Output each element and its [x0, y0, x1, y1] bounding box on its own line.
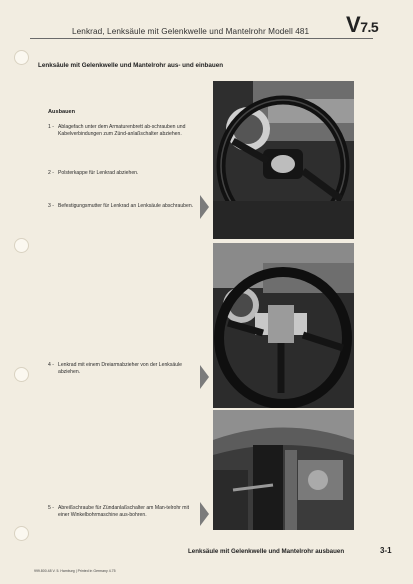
photo-under-dash-icon	[213, 410, 354, 530]
step-text: Ablagefach unter dem Armaturenbrett ab-schrauben und Kabelverbindungen zum Zünd-anlaßschalter abziehen.	[58, 124, 186, 138]
step-text: Lenkrad mit einem Dreiarmabzieher von der Lenksäule abziehen.	[58, 362, 183, 376]
step-pointer-arrow-icon	[200, 502, 209, 526]
step-number: 2 -	[48, 170, 54, 176]
punch-hole-icon	[14, 238, 29, 253]
photo-steering-wheel-cap	[213, 81, 354, 239]
print-note: 999.800.48 V. 5. Hamburg | Printed in Germany 4.75	[34, 569, 116, 573]
section-code-letter: V	[346, 12, 361, 37]
punch-hole-icon	[14, 526, 29, 541]
step-pointer-arrow-icon	[200, 195, 209, 219]
punch-hole-icon	[14, 50, 29, 65]
footer-title: Lenksäule mit Gelenkwelle und Mantelrohr ausbauen	[188, 548, 345, 555]
page-number: 3-1	[380, 546, 392, 555]
section-code	[346, 12, 378, 38]
page-header-title: Lenkrad, Lenksäule mit Gelenkwelle und Mantelrohr Modell 481	[72, 27, 310, 36]
step-text: Abreißschraube für Zündanlaßschalter am Man-telrohr mit einer Winkelbohrmaschine aus-bohren.	[58, 505, 190, 519]
punch-hole-icon	[14, 367, 29, 382]
step-text: Polsterkappe für Lenkrad abziehen.	[58, 170, 139, 176]
step-number: 4 -	[48, 362, 54, 368]
photo-steering-wheel-icon	[213, 243, 354, 408]
step-item	[48, 505, 198, 519]
subheading-removal: Ausbauen	[48, 109, 76, 115]
section-title: Lenksäule mit Gelenkwelle und Mantelrohr aus- und einbauen	[38, 62, 224, 69]
header-divider	[30, 38, 373, 39]
step-item	[48, 170, 198, 177]
photo-steering-wheel-icon	[213, 81, 354, 239]
step-pointer-arrow-icon	[200, 365, 209, 389]
step-item	[48, 203, 198, 210]
step-number: 1 -	[48, 124, 54, 130]
photo-under-dash-drilling	[213, 410, 354, 530]
step-item	[48, 124, 198, 138]
photo-steering-wheel-puller	[213, 243, 354, 408]
step-item	[48, 362, 198, 376]
section-code-number: 7.5	[360, 19, 379, 35]
step-number: 5 -	[48, 505, 54, 511]
step-text: Befestigungsmutter für Lenkrad an Lenksäule abschrauben.	[58, 203, 194, 209]
step-number: 3 -	[48, 203, 54, 209]
